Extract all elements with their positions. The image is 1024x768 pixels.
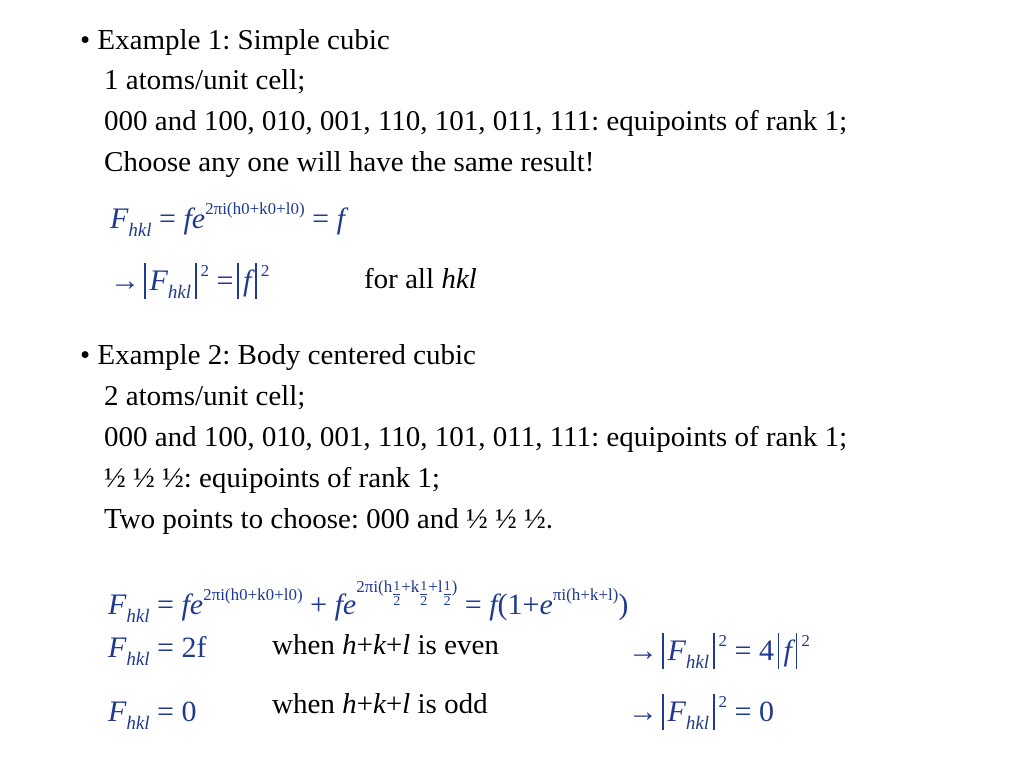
ex2-line-atoms: 2 atoms/unit cell;: [104, 380, 306, 412]
heading-text: Example 1: Simple cubic: [97, 24, 390, 56]
ex2-when-even: when h+k+l is even: [272, 629, 499, 661]
ex1-line-atoms: 1 atoms/unit cell;: [104, 64, 306, 96]
ex2-when-odd: when h+k+l is odd: [272, 688, 488, 720]
heading-text: Example 2: Body centered cubic: [97, 339, 476, 371]
example1-heading: [80, 26, 390, 55]
ex2-odd-intensity: → $F_{hkl}^2 = 0$: [628, 692, 774, 734]
ex2-line-half: ½ ½ ½: equipoints of rank 1;: [104, 462, 440, 494]
ex1-structure-factor-equation: $F_{hkl} = fe^{2\pi i(h0+k0+l0)} = f$: [110, 199, 345, 241]
ex1-intensity-equation: → $F_{hkl}^2 = f$ $^2$: [110, 261, 270, 303]
ex2-line-two-points: Two points to choose: 000 and ½ ½ ½.: [104, 503, 554, 535]
ex1-line-equipoints: 000 and 100, 010, 001, 110, 101, 011, 111: equipoints of rank 1;: [104, 105, 848, 137]
example2-heading: [80, 341, 476, 370]
ex2-odd-equation: $F_{hkl} = 0$: [108, 695, 197, 734]
ex1-line-choose: Choose any one will have the same result!: [104, 146, 595, 178]
ex2-line-equipoints: 000 and 100, 010, 001, 110, 101, 011, 111: equipoints of rank 1;: [104, 421, 848, 453]
ex2-structure-factor-equation: $F_{hkl} = fe^{2\pi i(h0+k0+l0)} + fe^{2\pi i(h \frac{1}{2} +k \frac{1}{2} +l \frac{1}{2} )} = f(1+e^{\pi i(h+k+l)})$: [108, 577, 629, 627]
bullet: •: [80, 24, 91, 56]
ex2-even-equation: $F_{hkl} = 2f$: [108, 631, 207, 670]
ex1-for-all-hkl: for all hkl: [364, 263, 477, 295]
bullet: •: [80, 339, 91, 371]
ex2-even-intensity: → $F_{hkl}^2 = 4$ f $^2$: [628, 631, 810, 673]
